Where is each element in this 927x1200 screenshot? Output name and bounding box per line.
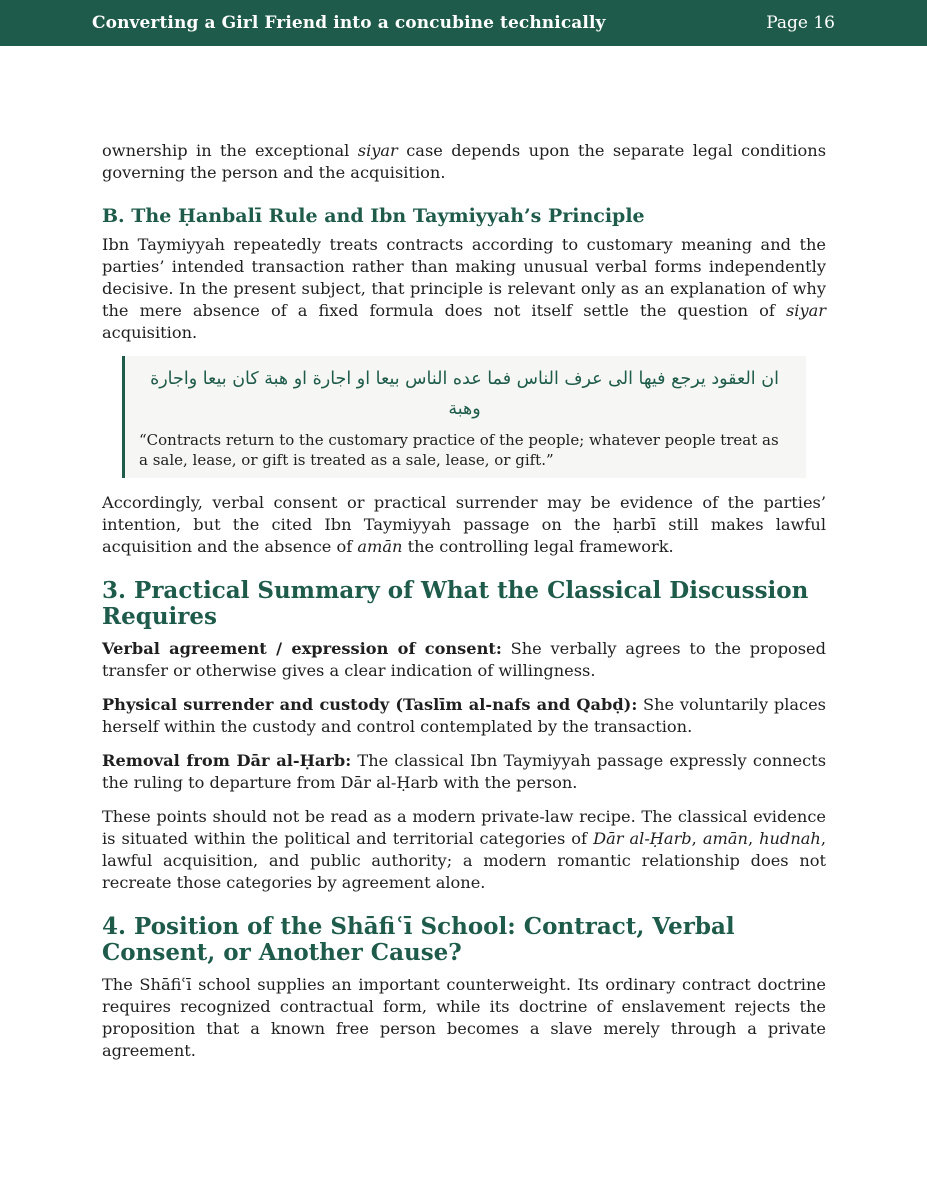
text-run: These points should not be read as a modern private-law recipe. The classical evidence is situated within the political and territorial categories of (102, 807, 826, 848)
page-content (102, 140, 826, 1074)
summary-item-label: Physical surrender and custody (Taslīm al-nafs and Qabḍ): (102, 695, 638, 714)
summary-item-text: She voluntarily places herself within the custody and control contemplated by the transaction. (102, 695, 826, 736)
section-heading-4: 4. Position of the Shāfiʿī School: Contract, Verbal Consent, or Another Cause? (102, 913, 735, 966)
text-run: acquisition. (102, 323, 198, 342)
italic-term: amān (357, 537, 403, 556)
text-run: Ibn Taymiyyah repeatedly treats contracts according to customary meaning and the parties’ intended transaction rather than making unusual verbal forms independently decisive. In the present subject, that principle is relevant only as an explanation of why the mere absence of a fixed formula does not itself settle the question of (102, 235, 826, 320)
italic-term: Dār al-Ḥarb (593, 829, 692, 848)
page-number: Page 16 (766, 13, 835, 33)
summary-item-label: Removal from Dār al-Ḥarb: (102, 751, 352, 770)
paragraph-continuation (102, 140, 826, 184)
section-heading-3: 3. Practical Summary of What the Classical Discussion Requires (102, 577, 809, 630)
text-run: ownership in the exceptional (102, 141, 358, 160)
summary-item (102, 694, 826, 738)
italic-term: siyar (357, 141, 398, 160)
paragraph-caution (102, 806, 826, 894)
italic-term: siyar (785, 301, 826, 320)
text-run: , (691, 829, 703, 848)
text-run: the controlling legal framework. (402, 537, 674, 556)
arabic-quote-text: ان العقود يرجع فيها الى عرف الناس فما عده الناس بيعا او اجارة او هبة كان بيعا واجارة وهبة (150, 369, 779, 419)
summary-item-text: The classical Ibn Taymiyyah passage expressly connects the ruling to departure from Dār al-Ḥarb with the person. (102, 751, 826, 792)
quote-translation: “Contracts return to the customary practice of the people; whatever people treat as a sale, lease, or gift is treated as a sale, lease, or gift.” (139, 431, 779, 469)
subsection-heading-b: B. The Ḥanbalī Rule and Ibn Taymiyyah’s Principle (102, 205, 645, 227)
text-run: Accordingly, verbal consent or practical surrender may be evidence of the parties’ intention, but the cited Ibn Taymiyyah passage on the ḥarbī still makes lawful acquisition and the absence of (102, 493, 826, 556)
summary-item-text: She verbally agrees to the proposed transfer or otherwise gives a clear indication of willingness. (102, 639, 826, 680)
italic-term: hudnah (759, 829, 821, 848)
paragraph-shafii: The Shāfiʿī school supplies an important counterweight. Its ordinary contract doctrine requires recognized contractual form, while its doctrine of enslavement rejects the proposition that a known free person becomes a slave merely through a private agreement. (102, 975, 826, 1060)
paragraph-accordingly (102, 492, 826, 558)
italic-term: amān (702, 829, 748, 848)
text-run: , lawful acquisition, and public authority; a modern romantic relationship does not recreate those categories by agreement alone. (102, 829, 826, 892)
document-title: Converting a Girl Friend into a concubine technically (92, 13, 606, 33)
summary-item (102, 750, 826, 794)
text-run: , (747, 829, 760, 848)
summary-item-label: Verbal agreement / expression of consent: (102, 639, 502, 658)
arabic-quote-block (122, 356, 806, 478)
text-run: case depends upon the separate legal conditions governing the person and the acquisition. (102, 141, 826, 182)
summary-item (102, 638, 826, 682)
paragraph-ibn-taymiyyah (102, 234, 826, 344)
page-header (0, 0, 927, 46)
